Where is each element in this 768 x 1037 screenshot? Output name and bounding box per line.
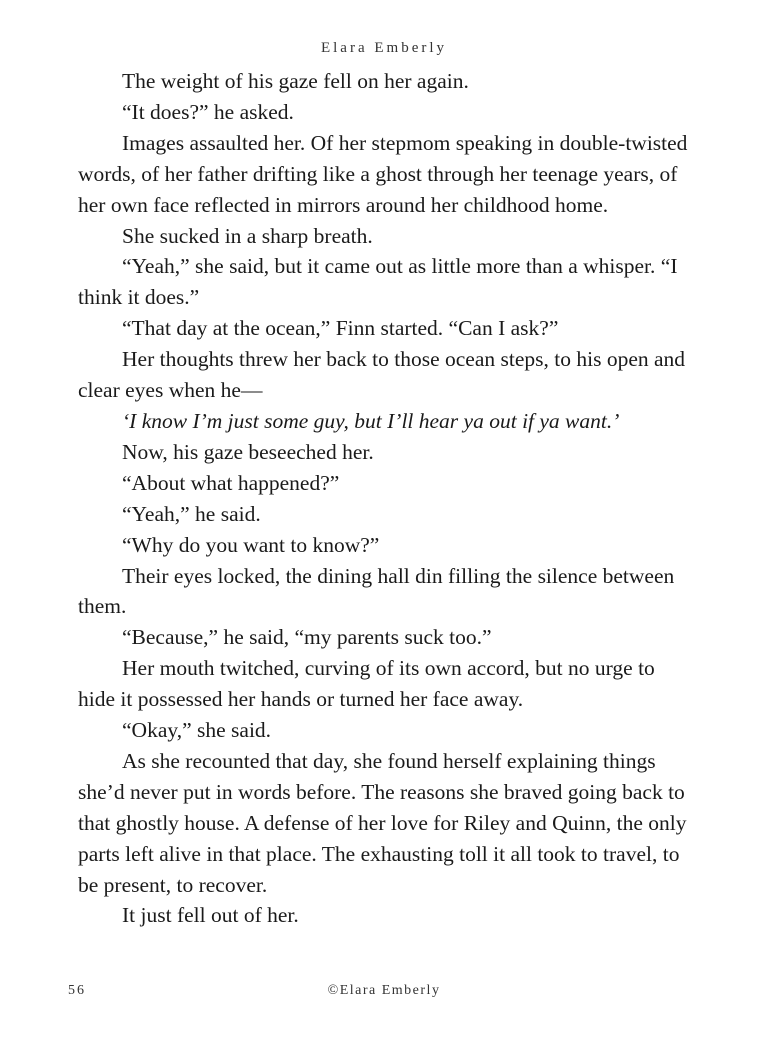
running-header-author: Elara Emberly	[320, 40, 448, 56]
paragraph: “Yeah,” he said.	[122, 501, 261, 526]
paragraph: “Okay,” she said.	[122, 718, 272, 743]
paragraph: The weight of his gaze fell on her again.	[122, 69, 469, 93]
paragraph: “Because,” he said, “my parents suck too.”	[122, 625, 492, 650]
page-number: 56	[68, 983, 86, 998]
paragraph: It just fell out of her.	[122, 903, 299, 928]
paragraph-italic-thought: ‘I know I’m just some guy, but I’ll hear ya out if ya want.’	[122, 408, 620, 433]
paragraph: “Yeah,” she said, but it came out as little more than a whisper. “I think it does.”	[78, 254, 678, 310]
paragraph: As she recounted that day, she found herself explaining things she’d never put in words before. The reasons she braved going back to that ghostly house. A defense of her love for Riley and Quinn, the only parts left alive in that place. The exhausting toll it all took to travel, to be present, to recover.	[78, 748, 687, 897]
paragraph: Now, his gaze beseeched her.	[122, 439, 374, 464]
paragraph: Their eyes locked, the dining hall din filling the silence between them.	[78, 563, 675, 619]
paragraph: “Why do you want to know?”	[122, 532, 380, 557]
copyright-footer: ©Elara Emberly	[327, 983, 441, 998]
paragraph: “It does?” he asked.	[122, 99, 294, 124]
paragraph: “About what happened?”	[122, 470, 340, 495]
paragraph: Images assaulted her. Of her stepmom speaking in double-twisted words, of her father drifting like a ghost through her teenage years, of her own face reflected in mirrors around her childhood home.	[78, 130, 688, 217]
paragraph: Her thoughts threw her back to those ocean steps, to his open and clear eyes when he—	[78, 347, 686, 403]
paragraph: She sucked in a sharp breath.	[122, 223, 373, 248]
chapter-body	[78, 66, 690, 931]
paragraph: “That day at the ocean,” Finn started. “Can I ask?”	[122, 316, 559, 341]
paragraph: Her mouth twitched, curving of its own accord, but no urge to hide it possessed her hands or turned her face away.	[78, 656, 655, 712]
